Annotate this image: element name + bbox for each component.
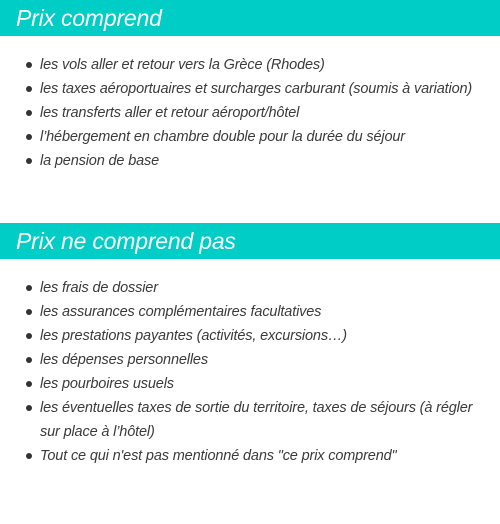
price-includes-list (0, 53, 500, 173)
bullet-icon (26, 86, 32, 92)
list-item-text: les taxes aéroportuaires et surcharges carburant (soumis à variation) (40, 81, 473, 97)
list-item (0, 149, 500, 173)
bullet-icon (26, 453, 32, 459)
list-item-text: la pension de base (40, 153, 160, 169)
bullet-icon (26, 309, 32, 315)
list-item-text: les éventuelles taxes de sortie du territoire, taxes de séjours (à régler sur place à l’hôtel) (40, 400, 473, 440)
bullet-icon (26, 357, 32, 363)
bullet-icon (26, 381, 32, 387)
list-item (0, 125, 500, 149)
list-item-text: les frais de dossier (40, 280, 158, 296)
list-item (0, 53, 500, 77)
list-item (0, 396, 500, 444)
list-item (0, 276, 500, 300)
bullet-icon (26, 285, 32, 291)
list-item (0, 300, 500, 324)
price-includes-header (0, 0, 500, 36)
list-item-text: les assurances complémentaires facultatives (40, 304, 322, 320)
list-item (0, 444, 500, 468)
list-item-text: les dépenses personnelles (40, 352, 208, 368)
price-excludes-title: Prix ne comprend pas (16, 227, 236, 254)
list-item (0, 77, 500, 101)
price-includes-section (0, 0, 500, 169)
list-item-text: Tout ce qui n'est pas mentionné dans "ce prix comprend" (40, 448, 397, 464)
bullet-icon (26, 333, 32, 339)
price-includes-title: Prix comprend (16, 4, 162, 31)
bullet-icon (26, 110, 32, 116)
list-item-text: les pourboires usuels (40, 376, 174, 392)
price-excludes-list (0, 276, 500, 468)
bullet-icon (26, 134, 32, 140)
list-item (0, 348, 500, 372)
price-excludes-header (0, 223, 500, 259)
bullet-icon (26, 62, 32, 68)
list-item (0, 324, 500, 348)
list-item-text: les prestations payantes (activités, excursions…) (40, 328, 347, 344)
bullet-icon (26, 158, 32, 164)
list-item (0, 101, 500, 125)
bullet-icon (26, 405, 32, 411)
list-item (0, 372, 500, 396)
list-item-text: les transferts aller et retour aéroport/hôtel (40, 105, 300, 121)
price-excludes-section (0, 223, 500, 464)
list-item-text: l’hébergement en chambre double pour la durée du séjour (40, 129, 405, 145)
list-item-text: les vols aller et retour vers la Grèce (Rhodes) (40, 57, 325, 73)
